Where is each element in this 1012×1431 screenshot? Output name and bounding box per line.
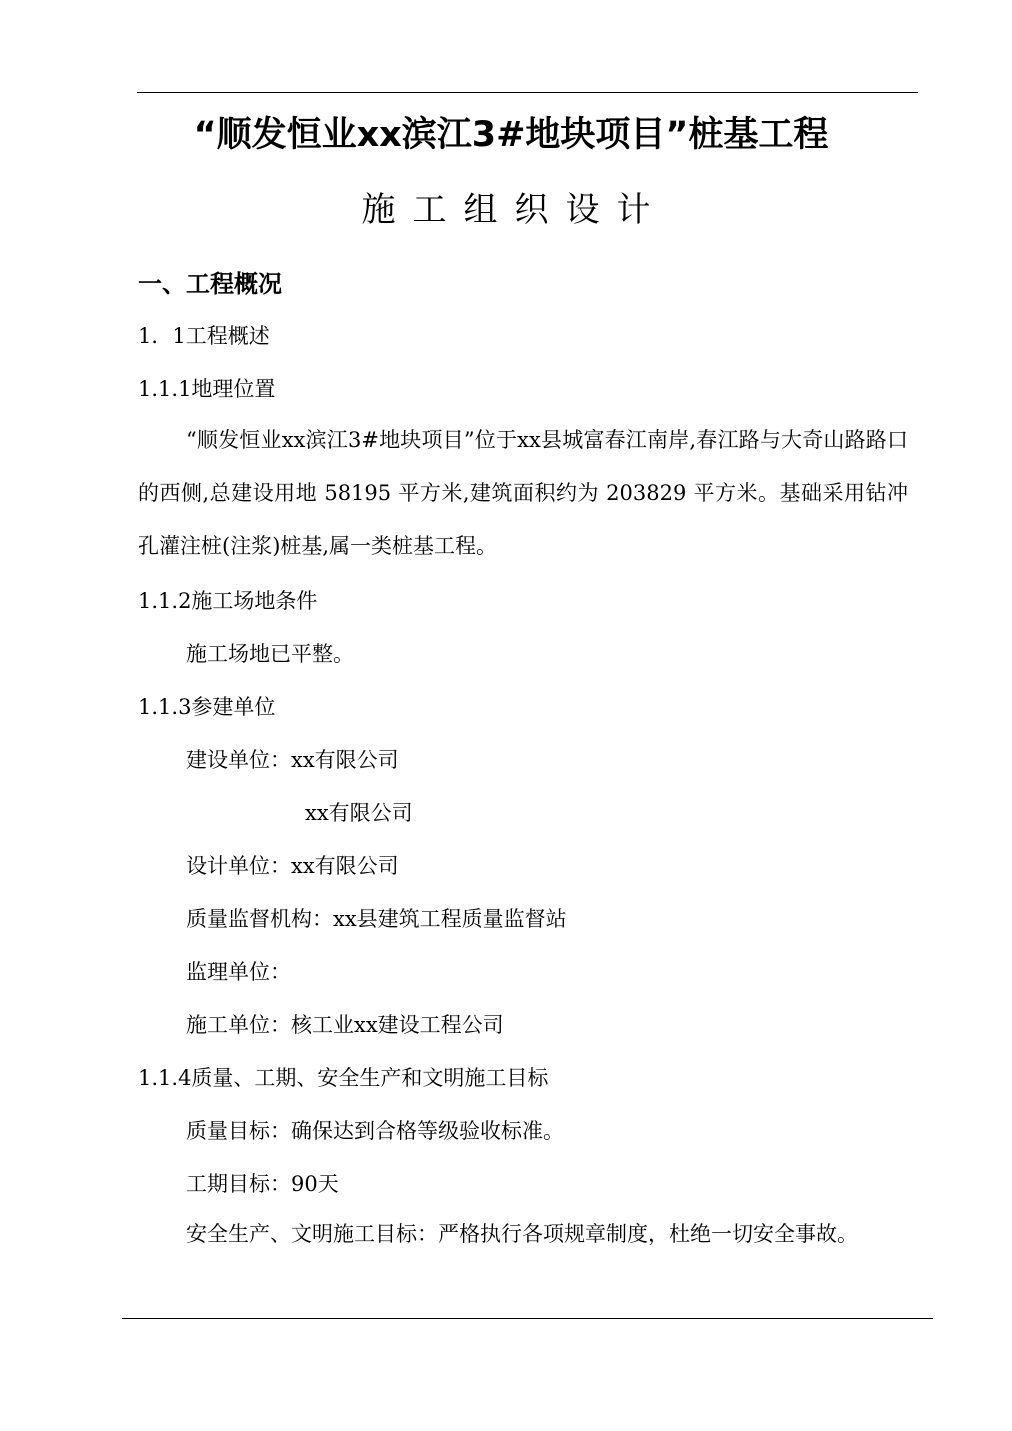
- builder-unit-2: xx有限公司: [305, 801, 413, 825]
- site-condition-text: 施工场地已平整。: [186, 642, 354, 666]
- builder-unit: 建设单位：xx有限公司: [186, 748, 399, 772]
- section-heading-overview: 一、工程概况: [138, 270, 282, 298]
- document-subtitle: 施工组织设计: [361, 190, 668, 230]
- subsection-1-1: 1．1工程概述: [138, 324, 270, 348]
- subsection-1-1-1: 1.1.1地理位置: [138, 377, 276, 401]
- footer-rule: [122, 1318, 933, 1319]
- supervision-unit: 监理单位：: [186, 960, 291, 984]
- header-rule: [137, 92, 918, 93]
- subsection-1-1-2: 1.1.2施工场地条件: [138, 589, 318, 613]
- quality-agency: 质量监督机构：xx县建筑工程质量监督站: [186, 907, 567, 931]
- document-title: “顺发恒业xx滨江3#地块项目”桩基工程: [193, 115, 829, 155]
- subsection-1-1-3: 1.1.3参建单位: [138, 695, 276, 719]
- construction-unit: 施工单位：核工业xx建设工程公司: [186, 1013, 504, 1037]
- subsection-1-1-4: 1.1.4质量、工期、安全生产和文明施工目标: [138, 1066, 549, 1090]
- quality-goal: 质量目标：确保达到合格等级验收标准。: [186, 1119, 564, 1143]
- safety-goal-paragraph: 安全生产、文明施工目标：严格执行各项规章制度，杜绝一切安全事故。: [186, 1222, 858, 1246]
- location-paragraph: “顺发恒业xx滨江3#地块项目”位于xx县城富春江南岸,春江路与大奇山路路口的西侧,总建设用地 58195 平方米,建筑面积约为 203829 平方米。基础采用钻冲孔灌注桩(注浆)桩基,属一类桩基工程。: [138, 428, 908, 558]
- schedule-goal: 工期目标：90天: [186, 1172, 339, 1196]
- design-unit: 设计单位：xx有限公司: [186, 854, 399, 878]
